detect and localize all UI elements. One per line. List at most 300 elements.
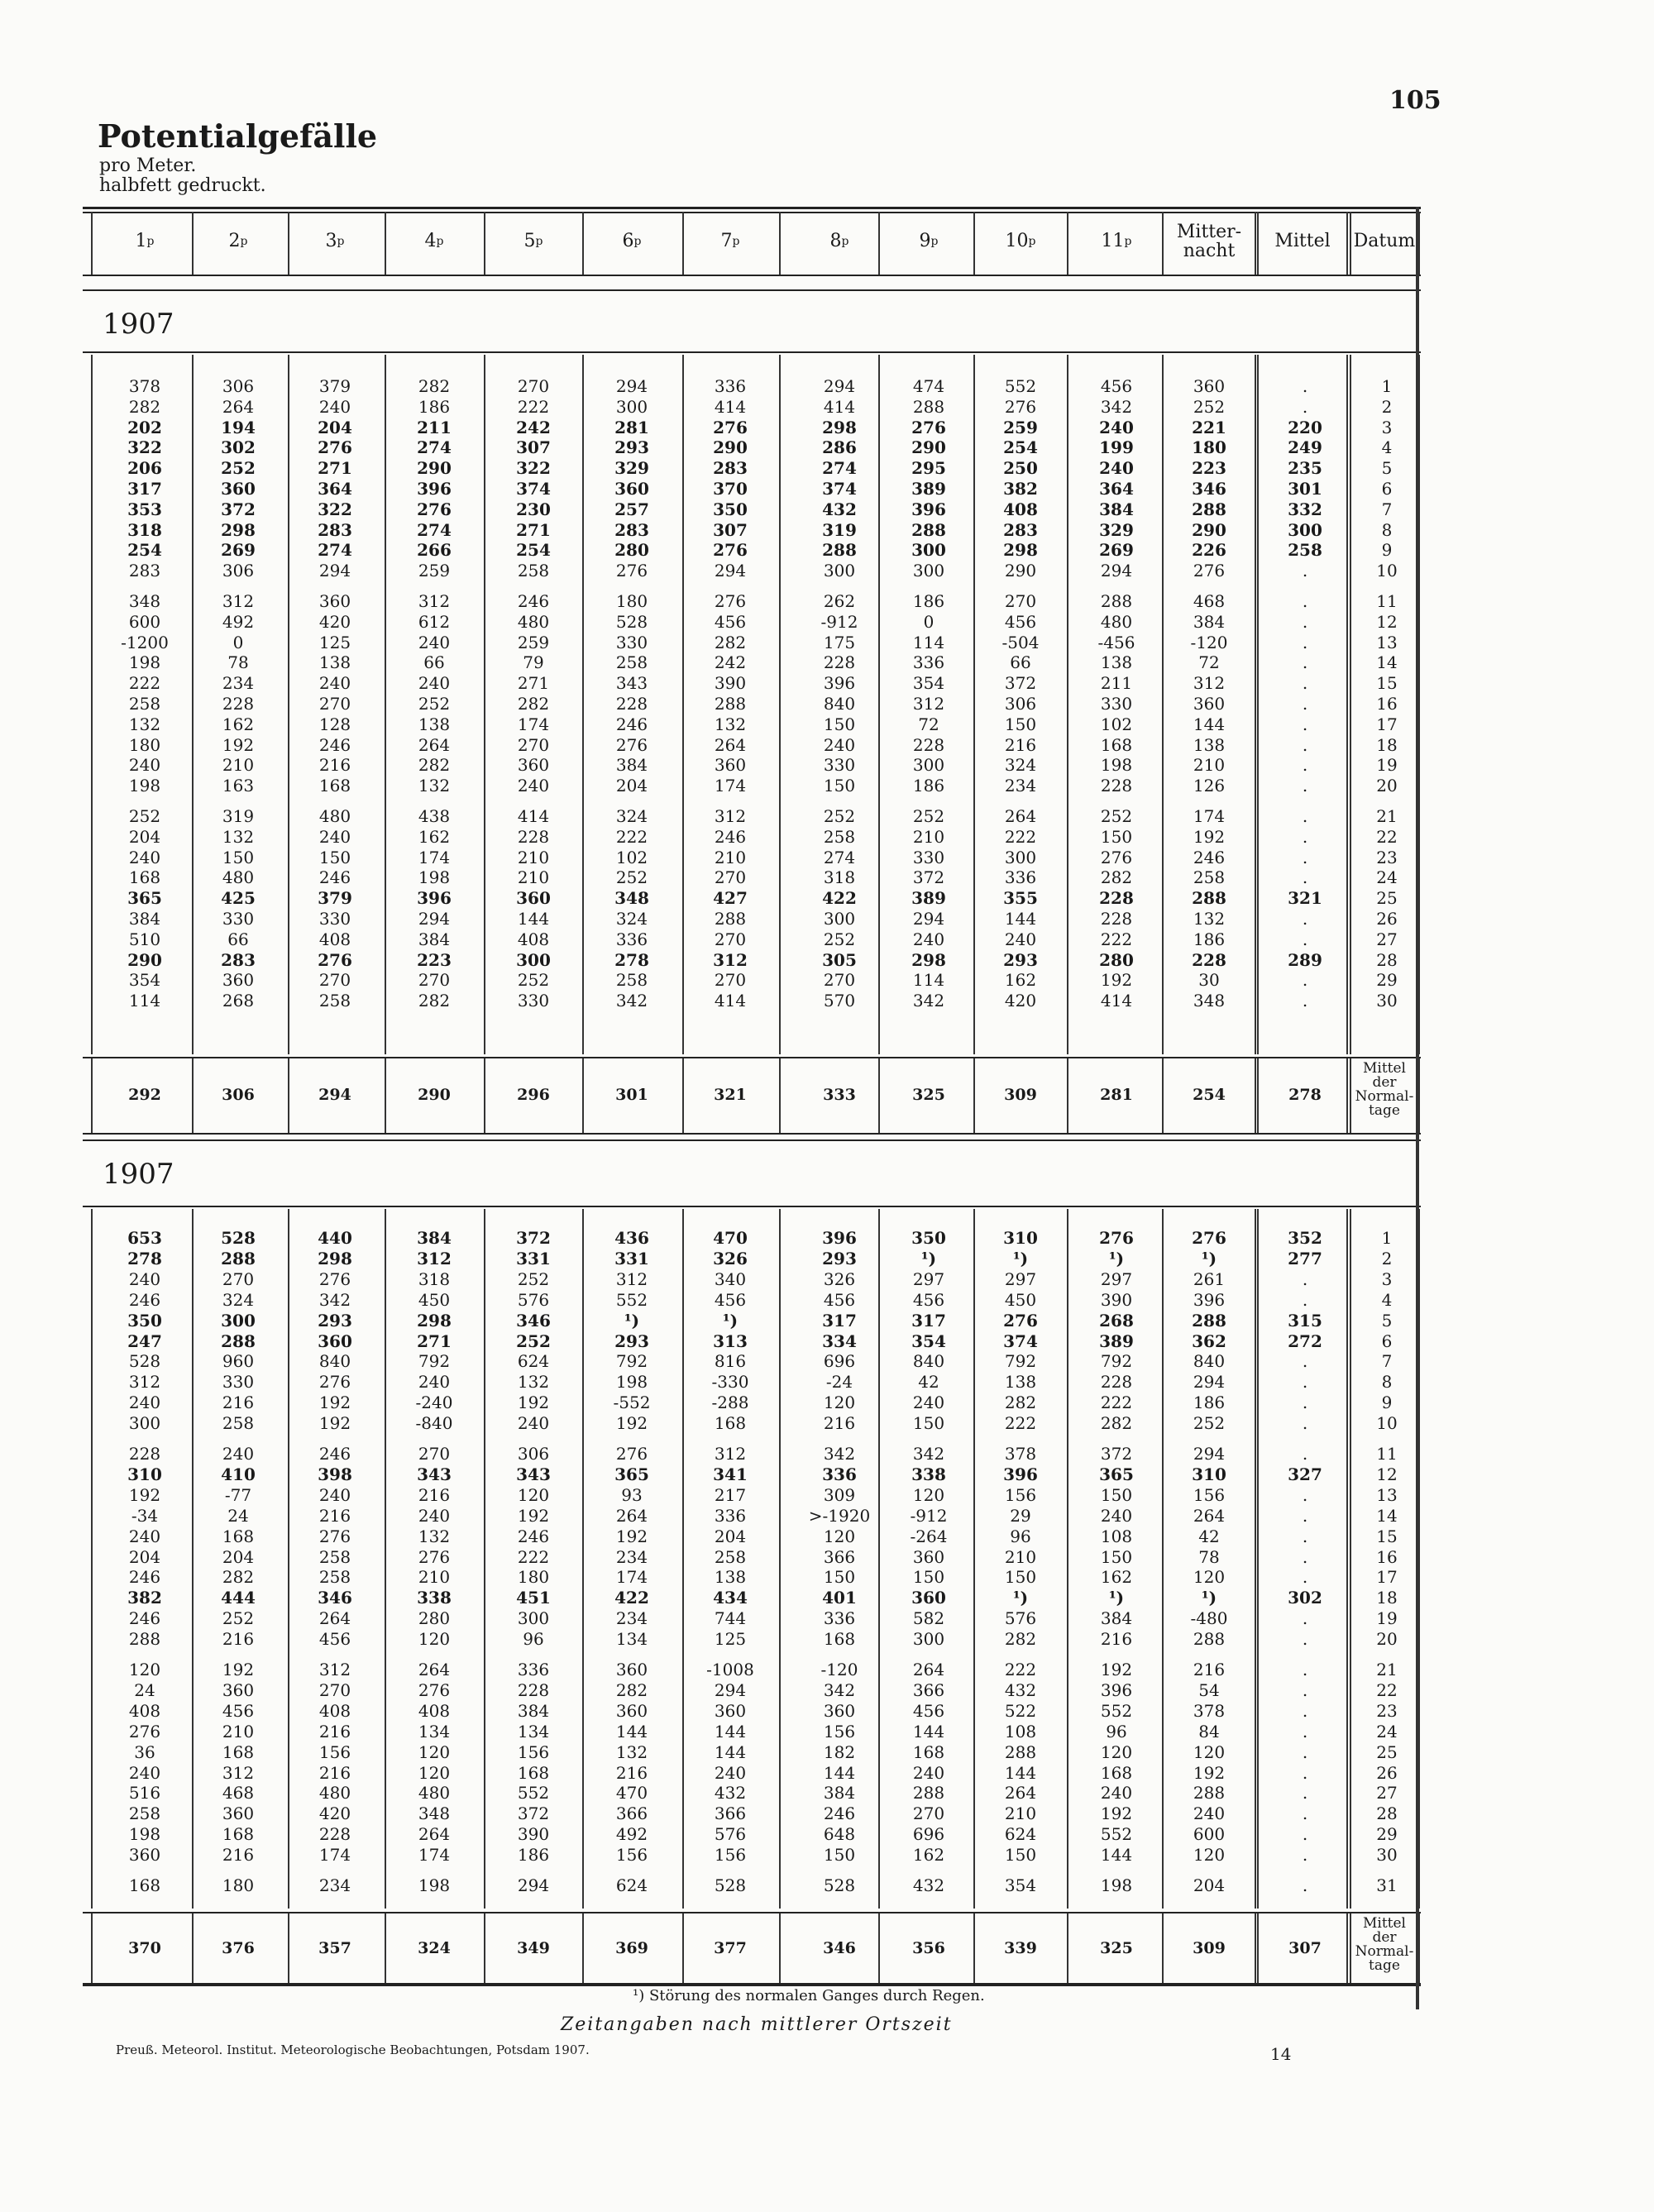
hour-value: 528 (615, 611, 648, 632)
hour-value: 192 (1100, 1660, 1133, 1679)
date-value: 6 (1381, 1331, 1393, 1351)
hour-value: >-1920 (808, 1505, 871, 1526)
hour-value: 258 (615, 652, 648, 673)
midnight-value: 261 (1193, 1268, 1226, 1289)
date-value: 30 (1376, 1845, 1398, 1866)
hour-value: 350 (713, 499, 748, 519)
hour-value: 270 (318, 970, 351, 991)
hour-value: 211 (1100, 673, 1133, 694)
table-row (0, 991, 1654, 1011)
hour-value: 360 (222, 1804, 255, 1824)
date-value: 5 (1381, 458, 1393, 479)
hour-value: 300 (912, 755, 945, 776)
hour-value: 384 (418, 929, 451, 949)
hour-value: 384 (1099, 499, 1134, 519)
hour-value: 389 (911, 479, 946, 499)
hour-value: 338 (911, 1464, 946, 1484)
hour-value: -288 (711, 1393, 749, 1413)
hour-value: 270 (517, 734, 550, 755)
hour-value: 240 (128, 1393, 161, 1413)
hour-value: 330 (517, 991, 550, 1011)
normal-day-mean: 290 (418, 1086, 451, 1104)
hour-value: 396 (822, 1228, 857, 1248)
daily-mean-value: . (1302, 1700, 1308, 1721)
column-rule (1067, 212, 1068, 275)
hour-value: 268 (222, 991, 255, 1011)
hour-value: 264 (222, 396, 255, 417)
hour-value: 408 (318, 929, 351, 949)
hour-value: 552 (1100, 1700, 1133, 1721)
hour-value: 480 (318, 1783, 351, 1804)
header-hour-suffix: p (930, 234, 939, 248)
midnight-value: 362 (1192, 1331, 1226, 1351)
midnight-value: 156 (1193, 1484, 1226, 1505)
column-rule (91, 212, 93, 275)
table-row (0, 1567, 1654, 1588)
hour-value: 270 (418, 1444, 451, 1464)
table-row (0, 1506, 1654, 1526)
hour-value: 168 (222, 1526, 255, 1546)
hour-value: 278 (614, 949, 649, 970)
hour-value: 408 (128, 1700, 161, 1721)
hour-value: -77 (224, 1484, 252, 1505)
date-value: 2 (1381, 396, 1393, 417)
hour-value: 252 (418, 694, 451, 714)
hour-value: 294 (318, 561, 351, 581)
hour-value: 840 (318, 1351, 351, 1372)
normal-day-mean: 377 (714, 1939, 747, 1957)
hour-value: 294 (714, 1679, 747, 1700)
mean-label-line: der (1372, 1929, 1397, 1946)
hour-value: ¹) (1108, 1588, 1125, 1608)
hour-value: 294 (823, 376, 856, 396)
normal-day-mean: 339 (1004, 1939, 1037, 1957)
hour-value: 234 (1004, 776, 1037, 796)
hour-value: 282 (418, 755, 451, 776)
hour-value: 217 (714, 1484, 747, 1505)
hour-value: 269 (221, 540, 256, 561)
hour-value: 346 (318, 1588, 352, 1608)
hour-value: 336 (822, 1464, 857, 1484)
midnight-value: 360 (1193, 694, 1226, 714)
hour-value: 216 (823, 1413, 856, 1434)
hour-value: 348 (128, 591, 161, 611)
header-hour-4 (389, 217, 480, 266)
hour-value: 259 (418, 561, 451, 581)
hour-value: 144 (517, 909, 550, 929)
hour-value: 360 (318, 591, 351, 611)
hour-value: 456 (823, 1289, 856, 1310)
normal-day-mean: 301 (615, 1086, 648, 1104)
hour-value: 168 (823, 1629, 856, 1650)
date-value: 17 (1376, 714, 1398, 734)
hour-value: 276 (418, 1679, 451, 1700)
midnight-value: 30 (1198, 970, 1220, 991)
header-hour-11 (1071, 217, 1162, 266)
hour-value: 162 (1004, 970, 1037, 991)
hour-value: 283 (221, 949, 256, 970)
hour-value: 354 (911, 1331, 946, 1351)
hour-value: 480 (222, 867, 255, 888)
hour-value: 319 (222, 806, 255, 826)
hour-value: 156 (823, 1721, 856, 1741)
daily-mean-value: . (1302, 734, 1308, 755)
table-row (0, 1311, 1654, 1331)
hour-value: 288 (221, 1331, 256, 1351)
hour-value: 298 (417, 1310, 452, 1331)
hour-value: 240 (1099, 417, 1134, 437)
hour-value: 276 (615, 734, 648, 755)
hour-value: -1008 (706, 1660, 754, 1679)
hour-value: 264 (714, 734, 747, 755)
hour-value: 274 (823, 847, 856, 867)
column-rule (1255, 212, 1256, 275)
hour-value: 348 (418, 1804, 451, 1824)
hour-value: 138 (418, 714, 451, 734)
hour-value: 480 (517, 611, 550, 632)
table-row (0, 673, 1654, 694)
midnight-value: 384 (1193, 611, 1226, 632)
daily-mean-value: . (1302, 632, 1308, 652)
date-value: 27 (1376, 1783, 1398, 1804)
hour-value: 234 (318, 1875, 351, 1895)
date-value: 8 (1381, 519, 1393, 540)
hour-value: 360 (516, 888, 551, 909)
hour-value: 372 (516, 1228, 551, 1248)
hour-value: 319 (822, 519, 857, 540)
table-row (0, 827, 1654, 848)
table-row (0, 633, 1654, 653)
hour-value: 228 (517, 826, 550, 847)
hour-value: 162 (912, 1845, 945, 1866)
hour-value: 150 (912, 1413, 945, 1434)
hour-value: 528 (128, 1351, 161, 1372)
hour-value: 240 (1100, 1783, 1133, 1804)
hour-value: 270 (912, 1804, 945, 1824)
hour-value: 342 (823, 1679, 856, 1700)
date-value: 15 (1376, 673, 1398, 694)
hour-value: 156 (318, 1741, 351, 1762)
daily-mean-value: 277 (1288, 1248, 1322, 1268)
hour-value: 396 (823, 673, 856, 694)
hour-value: 198 (128, 652, 161, 673)
hour-value: 132 (222, 826, 255, 847)
hour-value: 360 (714, 1700, 747, 1721)
hour-value: 288 (822, 540, 857, 561)
hour-value: 372 (912, 867, 945, 888)
hour-value: -240 (415, 1393, 453, 1413)
hour-value: 156 (517, 1741, 550, 1762)
hour-value: 336 (615, 929, 648, 949)
hour-value: 271 (417, 1331, 452, 1351)
hour-value: 252 (1100, 806, 1133, 826)
hour-value: 360 (318, 1331, 352, 1351)
hour-value: 456 (912, 1700, 945, 1721)
normal-day-mean: 346 (823, 1939, 856, 1957)
daily-mean-value: 249 (1288, 437, 1322, 458)
hour-value: 234 (222, 673, 255, 694)
date-value: 11 (1376, 1444, 1398, 1464)
hour-value: 174 (517, 714, 550, 734)
hour-value: 240 (318, 1484, 351, 1505)
hour-value: 259 (1003, 417, 1038, 437)
hour-value: 198 (128, 776, 161, 796)
hour-value: 222 (517, 396, 550, 417)
hour-value: 144 (714, 1741, 747, 1762)
daily-mean-value: . (1302, 673, 1308, 694)
hour-value: 326 (713, 1248, 748, 1268)
header-hour-1 (99, 217, 190, 266)
daily-mean-value: . (1302, 1762, 1308, 1783)
normal-day-mean: 325 (1100, 1939, 1133, 1957)
hour-value: 240 (418, 673, 451, 694)
date-value: 28 (1376, 1804, 1398, 1824)
hour-value: 276 (1003, 1310, 1038, 1331)
hour-value: 410 (221, 1464, 256, 1484)
header-hour-number: 3 (325, 231, 337, 252)
section-year-rule (83, 351, 1421, 353)
hour-value: 306 (1004, 694, 1037, 714)
hour-value: 246 (318, 1444, 351, 1464)
hour-value: 240 (517, 776, 550, 796)
midnight-value: 468 (1193, 591, 1226, 611)
normal-day-mean: 307 (1288, 1939, 1322, 1957)
hour-value: 624 (517, 1351, 550, 1372)
hour-value: 132 (714, 714, 747, 734)
hour-value: 290 (911, 437, 946, 458)
date-value: 5 (1381, 1310, 1393, 1331)
mean-label (1350, 1062, 1418, 1118)
hour-value: 338 (417, 1588, 452, 1608)
hour-value: 420 (1004, 991, 1037, 1011)
hour-value: 436 (614, 1228, 649, 1248)
hour-value: 264 (418, 1660, 451, 1679)
hour-value: 422 (822, 888, 857, 909)
hour-value: 330 (222, 909, 255, 929)
hour-value: 240 (318, 673, 351, 694)
hour-value: 240 (912, 1393, 945, 1413)
hour-value: 355 (1003, 888, 1038, 909)
hour-value: 276 (713, 540, 748, 561)
hour-value: 274 (417, 519, 452, 540)
normal-day-mean: 309 (1193, 1939, 1226, 1957)
date-value: 12 (1376, 611, 1398, 632)
date-value: 14 (1376, 1505, 1398, 1526)
hour-value: 210 (714, 847, 747, 867)
hour-value: 480 (1100, 611, 1133, 632)
date-value: 13 (1376, 632, 1398, 652)
hour-value: 317 (127, 479, 162, 499)
hour-value: 247 (127, 1331, 162, 1351)
mean-label-line: Mittel (1362, 1915, 1406, 1932)
hour-value: 120 (823, 1393, 856, 1413)
hour-value: 168 (1100, 734, 1133, 755)
table-row (0, 1660, 1654, 1680)
midnight-value: 288 (1192, 499, 1226, 519)
midnight-value: 174 (1193, 806, 1226, 826)
hour-value: 150 (823, 1845, 856, 1866)
hour-value: 288 (911, 519, 946, 540)
hour-value: 210 (1004, 1804, 1037, 1824)
hour-value: 144 (615, 1721, 648, 1741)
hour-value: 312 (222, 1762, 255, 1783)
hour-value: 342 (318, 1289, 351, 1310)
midnight-value: 840 (1193, 1351, 1226, 1372)
mean-label (1350, 1917, 1418, 1973)
header-hour-number: 4 (424, 231, 437, 252)
date-value: 16 (1376, 1546, 1398, 1567)
hour-value: 276 (911, 417, 946, 437)
hour-value: 282 (1100, 867, 1133, 888)
hour-value: 276 (615, 1444, 648, 1464)
hour-value: 186 (912, 591, 945, 611)
daily-mean-value: 301 (1288, 479, 1322, 499)
date-value: 23 (1376, 1700, 1398, 1721)
hour-value: 252 (222, 1608, 255, 1629)
hour-value: 198 (1100, 1875, 1133, 1895)
daily-mean-value: . (1302, 1484, 1308, 1505)
header-hour-suffix: p (633, 234, 642, 248)
hour-value: 365 (1099, 1464, 1134, 1484)
hour-value: 228 (1100, 909, 1133, 929)
hour-value: 252 (128, 806, 161, 826)
hour-value: 240 (318, 396, 351, 417)
hour-value: 552 (1004, 376, 1037, 396)
midnight-value: 192 (1193, 1762, 1226, 1783)
hour-value: 150 (1100, 826, 1133, 847)
hour-value: 696 (823, 1351, 856, 1372)
hour-value: 144 (714, 1721, 747, 1741)
midnight-value: 276 (1192, 1228, 1226, 1248)
midnight-value: 240 (1193, 1804, 1226, 1824)
header-hour-number: 10 (1005, 231, 1029, 252)
table-row (0, 867, 1654, 888)
normal-day-mean: 281 (1100, 1086, 1133, 1104)
hour-value: 300 (912, 561, 945, 581)
hour-value: 300 (516, 949, 551, 970)
hour-value: 298 (911, 949, 946, 970)
column-rule (779, 212, 781, 275)
hour-value: 293 (318, 1310, 352, 1331)
section-year-rule (83, 1206, 1421, 1207)
hour-value: 329 (1099, 519, 1134, 540)
hour-value: 456 (1100, 376, 1133, 396)
table-row (0, 376, 1654, 397)
hour-value: -264 (910, 1526, 948, 1546)
hour-value: 300 (221, 1310, 256, 1331)
hour-value: 246 (517, 591, 550, 611)
daily-mean-value: . (1302, 929, 1308, 949)
hour-value: ¹) (1012, 1588, 1029, 1608)
hour-value: 300 (912, 1629, 945, 1650)
table-row (0, 970, 1654, 991)
table-row (0, 652, 1654, 673)
daily-mean-value: . (1302, 991, 1308, 1011)
daily-mean-value: 235 (1288, 458, 1322, 479)
hour-value: 294 (714, 561, 747, 581)
hour-value: 144 (823, 1762, 856, 1783)
hour-value: -120 (820, 1660, 858, 1679)
page-title: Potentialgefälle (98, 117, 378, 155)
hour-value: 366 (615, 1804, 648, 1824)
date-value: 10 (1376, 561, 1398, 581)
hour-value: 312 (912, 694, 945, 714)
hour-value: 240 (1099, 458, 1134, 479)
midnight-value: 288 (1193, 1629, 1226, 1650)
hour-value: 240 (517, 1413, 550, 1434)
hour-value: 384 (128, 909, 161, 929)
hour-value: 216 (1004, 734, 1037, 755)
hour-value: -840 (415, 1413, 453, 1434)
hour-value: 252 (221, 458, 256, 479)
section-top-rule (83, 1139, 1421, 1141)
table-row (0, 1269, 1654, 1290)
hour-value: 307 (516, 437, 551, 458)
date-value: 8 (1381, 1372, 1393, 1393)
daily-mean-value: . (1302, 1351, 1308, 1372)
hour-value: 264 (912, 1660, 945, 1679)
hour-value: 312 (417, 1248, 452, 1268)
normal-day-mean: 324 (418, 1939, 451, 1957)
daily-mean-value: . (1302, 1660, 1308, 1679)
daily-mean-value: . (1302, 806, 1308, 826)
hour-value: 312 (222, 591, 255, 611)
date-value: 18 (1376, 1588, 1398, 1608)
header-hour-5 (488, 217, 579, 266)
hour-value: 360 (714, 755, 747, 776)
date-value: 20 (1376, 1629, 1398, 1650)
normal-day-mean: 321 (714, 1086, 747, 1104)
hour-value: 653 (127, 1228, 162, 1248)
hour-value: 258 (517, 561, 550, 581)
hour-value: 204 (222, 1546, 255, 1567)
hour-value: 138 (714, 1567, 747, 1588)
footnote: ¹) Störung des normalen Ganges durch Regen. (633, 1987, 985, 2004)
hour-value: 258 (128, 694, 161, 714)
hour-value: 792 (418, 1351, 451, 1372)
hour-value: 298 (1003, 540, 1038, 561)
hour-value: 582 (912, 1608, 945, 1629)
header-hour-3 (289, 217, 380, 266)
hour-value: 216 (222, 1629, 255, 1650)
hour-value: 360 (517, 755, 550, 776)
hour-value: 378 (1004, 1444, 1037, 1464)
hour-value: 348 (614, 888, 649, 909)
hour-value: 168 (912, 1741, 945, 1762)
header-hour-suffix: p (535, 234, 543, 248)
daily-mean-value: . (1302, 1804, 1308, 1824)
hour-value: 305 (822, 949, 857, 970)
hour-value: 360 (222, 970, 255, 991)
hour-value: 282 (615, 1679, 648, 1700)
date-value: 14 (1376, 652, 1398, 673)
hour-value: 222 (1100, 929, 1133, 949)
hour-value: 240 (128, 755, 161, 776)
hour-value: 360 (221, 479, 256, 499)
hour-value: 840 (823, 694, 856, 714)
header-midnight-line2: nacht (1183, 241, 1236, 261)
hour-value: 438 (418, 806, 451, 826)
hour-value: 420 (318, 1804, 351, 1824)
hour-value: 240 (912, 1762, 945, 1783)
hour-value: 282 (128, 396, 161, 417)
mean-label-line: Mittel (1362, 1060, 1406, 1077)
hour-value: 168 (128, 1875, 161, 1895)
hour-value: 250 (1003, 458, 1038, 479)
section-year: 1907 (103, 308, 174, 341)
daily-mean-value: . (1302, 1372, 1308, 1393)
date-value: 20 (1376, 776, 1398, 796)
